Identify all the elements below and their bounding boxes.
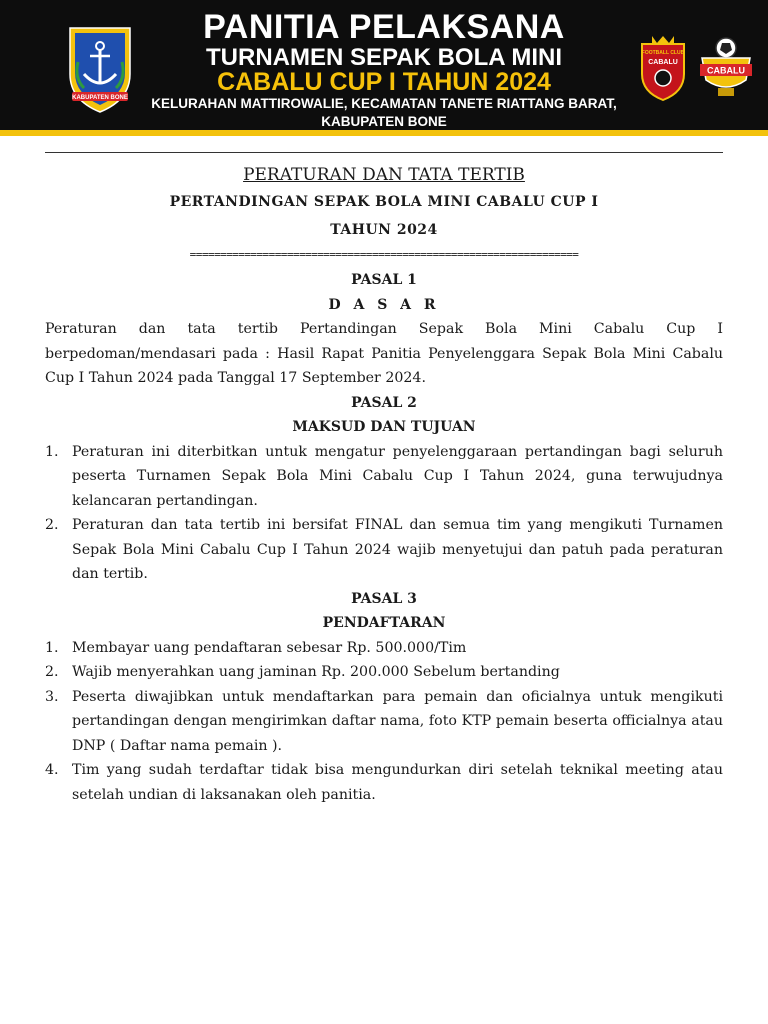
logo-left-caption: KABUPATEN BONE — [72, 95, 128, 101]
list-text: Peserta diwajibkan untuk mendaftarkan para pemain dan oficialnya untuk mengikuti pertandingan dengan mengirimkan daftar nama, foto KTP pemain beserta officialnya atau DNP ( Daftar nama pemain ). — [72, 688, 723, 754]
pasal-3-list — [45, 636, 723, 808]
header-divider — [45, 152, 723, 153]
list-item — [45, 513, 723, 587]
list-number: 1. — [45, 443, 59, 460]
crest-caption-top: FOOTBALL CLUB — [641, 50, 685, 56]
regulation-document — [45, 160, 723, 807]
pasal-1-subheading: D A S A R — [328, 296, 440, 313]
pasal-2-subheading: MAKSUD DAN TUJUAN — [292, 419, 476, 435]
separator-line: ================================================================ — [189, 248, 579, 261]
pasal-2-list — [45, 440, 723, 587]
list-number: 4. — [45, 762, 59, 778]
list-item — [45, 685, 723, 759]
header-line-5: KABUPATEN BONE — [321, 114, 447, 129]
pasal-1-text: Peraturan dan tata tertib Pertandingan Sepak Bola Mini Cabalu Cup I berpedoman/mendasari pada : Hasil Rapat Panitia Penyelenggara Sepak Bola Mini Cabalu Cup I Tahun 2024 pada Tanggal 17 September 2024. — [45, 321, 723, 386]
header-line-3: CABALU CUP I TAHUN 2024 — [217, 68, 551, 96]
document-title: PERATURAN DAN TATA TERTIB — [243, 165, 525, 185]
header-line-2: TURNAMEN SEPAK BOLA MINI — [206, 44, 562, 71]
emblem-caption: CABALU — [707, 65, 745, 76]
list-item — [45, 636, 723, 661]
cabalu-cup-emblem — [696, 34, 756, 104]
header-accent-strip — [0, 130, 768, 136]
cabalu-football-club-crest — [634, 34, 692, 102]
document-subtitle: PERTANDINGAN SEPAK BOLA MINI CABALU CUP I — [169, 194, 599, 210]
list-number: 3. — [45, 688, 59, 705]
pasal-2-heading: PASAL 2 — [351, 394, 417, 411]
list-item — [45, 660, 723, 685]
header-line-1: PANITIA PELAKSANA — [203, 8, 565, 46]
list-text: Peraturan ini diterbitkan untuk mengatur penyelenggaraan pertandingan bagi seluruh peserta Turnamen Sepak Bola Mini Cabalu Cup I Tahun 2024, guna terwujudnya kelancaran pertandingan. — [72, 443, 723, 509]
list-item — [45, 440, 723, 514]
pasal-3-heading: PASAL 3 — [351, 590, 417, 607]
crest-caption: CABALU — [648, 59, 678, 66]
list-item — [45, 758, 723, 807]
list-text: Peraturan dan tata tertib ini bersifat FINAL dan semua tim yang mengikuti Turnamen Sepak Bola Mini Cabalu Cup I Tahun 2024 wajib menyetujui dan patuh pada peraturan dan tertib. — [72, 517, 723, 582]
list-text: Tim yang sudah terdaftar tidak bisa mengundurkan diri setelah teknikal meeting atau setelah undian di laksanakan oleh panitia. — [72, 762, 723, 803]
header-line-4: KELURAHAN MATTIROWALIE, KECAMATAN TANETE RIATTANG BARAT, — [151, 96, 617, 111]
list-number: 2. — [45, 664, 59, 680]
list-number: 2. — [45, 517, 59, 533]
list-text: Membayar uang pendaftaran sebesar Rp. 500.000/Tim — [72, 639, 467, 656]
pasal-1-heading: PASAL 1 — [351, 272, 417, 288]
letterhead — [0, 0, 768, 136]
list-number: 1. — [45, 639, 59, 656]
document-year: TAHUN 2024 — [330, 222, 438, 238]
pasal-3-subheading: PENDAFTARAN — [322, 615, 446, 631]
list-text: Wajib menyerahkan uang jaminan Rp. 200.000 Sebelum bertanding — [72, 664, 560, 680]
